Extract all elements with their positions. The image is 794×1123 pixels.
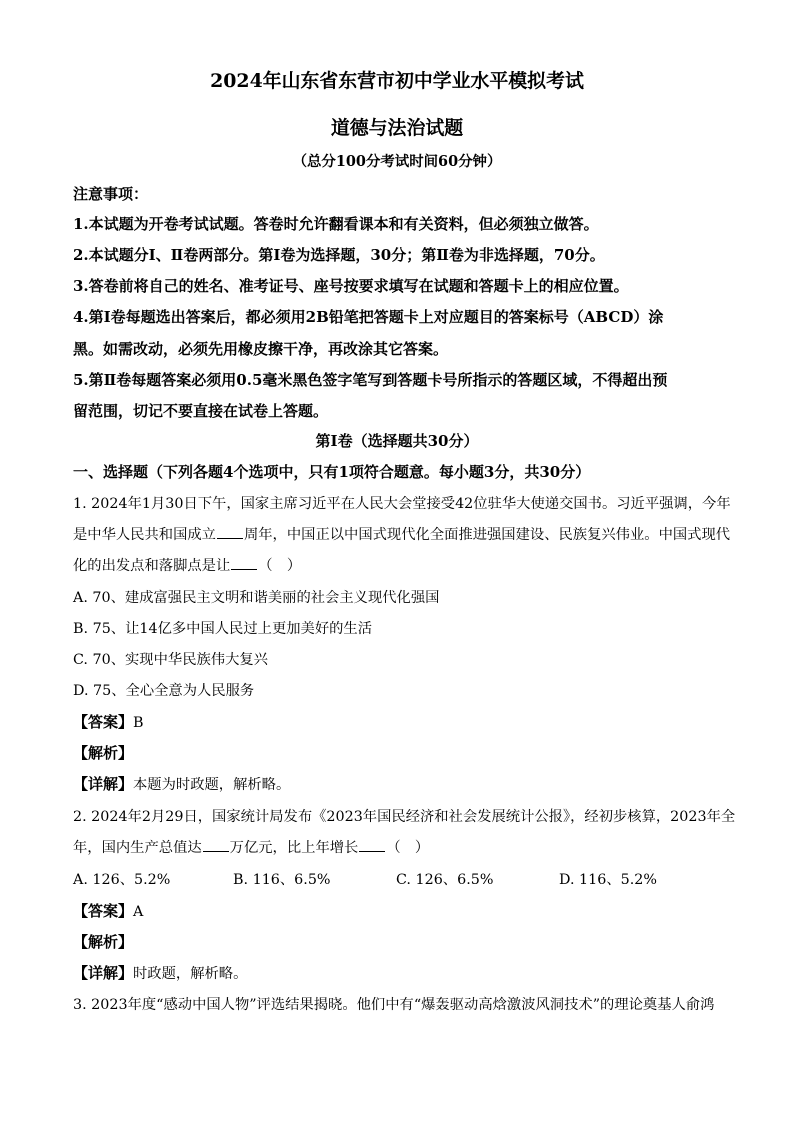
detail-text: 时政题，解析略。 xyxy=(133,966,248,982)
question-2-option-d: D. 116、5.2% xyxy=(559,872,657,888)
answer-blank xyxy=(217,526,243,539)
question-1-option-d: D. 75、全心全意为人民服务 xyxy=(73,683,255,699)
exam-subject: 道德与法治试题 xyxy=(330,117,464,139)
question-1-line-3 xyxy=(73,555,301,575)
answer-value: A xyxy=(133,904,144,920)
answer-blank xyxy=(203,839,229,852)
detail-label: 【详解】 xyxy=(73,964,134,982)
notice-item-1: 1.本试题为开卷考试试题。答卷时允许翻看课本和有关资料，但必须独立做答。 xyxy=(73,215,599,233)
exam-title: 2024年山东省东营市初中学业水平模拟考试 xyxy=(210,70,584,92)
question-2-answer xyxy=(73,900,143,921)
question-2-bracket: （ ） xyxy=(386,840,430,856)
question-1-text-b: 周年，中国正以中国式现代化全面推进强国建设、民族复兴伟业。中国式现代 xyxy=(243,527,731,543)
question-1-bracket: （ ） xyxy=(258,558,302,574)
question-1-detail xyxy=(73,773,290,794)
notice-item-5-cont: 留范围，切记不要直接在试卷上答题。 xyxy=(73,402,329,420)
answer-label: 【答案】 xyxy=(73,902,134,920)
question-1-text-a: 是中华人民共和国成立 xyxy=(73,527,216,543)
detail-label: 【详解】 xyxy=(73,775,134,793)
notice-item-4: 4.第Ⅰ卷每题选出答案后，都必须用2B铅笔把答题卡上对应题目的答案标号（ABCD）涂 xyxy=(73,308,664,326)
question-1-option-b: B. 75、让14亿多中国人民过上更加美好的生活 xyxy=(73,621,373,637)
part-title: 一、选择题（下列各题4个选项中，只有1项符合题意。每小题3分，共30分） xyxy=(73,463,591,481)
question-1-line-1: 1. 2024年1月30日下午，国家主席习近平在人民大会堂接受42位驻华大使递交国书。习近平强调，今年 xyxy=(73,496,731,512)
question-2-detail xyxy=(73,962,247,983)
notice-item-5: 5.第Ⅱ卷每题答案必须用0.5毫米黑色签字笔写到答题卡号所指示的答题区域，不得超出预 xyxy=(73,371,668,389)
question-2-line-2 xyxy=(73,837,429,857)
question-1-answer xyxy=(73,711,144,732)
notice-item-4-cont: 黑。如需改动，必须先用橡皮擦干净，再改涂其它答案。 xyxy=(73,340,449,358)
notice-heading: 注意事项： xyxy=(73,185,149,203)
question-1-option-a: A. 70、建成富强民主文明和谐美丽的社会主义现代化强国 xyxy=(73,590,440,606)
question-1-line-2 xyxy=(73,524,730,544)
exam-info: （总分100分考试时间60分钟） xyxy=(292,153,502,170)
answer-blank xyxy=(231,557,257,570)
answer-value: B xyxy=(133,715,144,731)
question-2-analysis-label: 【解析】 xyxy=(73,933,134,951)
answer-label: 【答案】 xyxy=(73,713,134,731)
question-2-option-b: B. 116、6.5% xyxy=(233,872,331,888)
question-1-analysis-label: 【解析】 xyxy=(73,744,134,762)
question-2-option-a: A. 126、5.2% xyxy=(73,872,171,888)
question-1-text-c: 化的出发点和落脚点是让 xyxy=(73,558,231,574)
detail-text: 本题为时政题，解析略。 xyxy=(133,777,291,793)
volume-title: 第Ⅰ卷（选择题共30分） xyxy=(315,432,479,450)
notice-item-2: 2.本试题分Ⅰ、Ⅱ卷两部分。第Ⅰ卷为选择题，30分；第Ⅱ卷为非选择题，70分。 xyxy=(73,246,605,264)
question-2-text-a: 年，国内生产总值达 xyxy=(73,840,202,856)
answer-blank xyxy=(359,839,385,852)
question-2-text-b: 万亿元，比上年增长 xyxy=(229,840,359,856)
question-2-line-1: 2. 2024年2月29日，国家统计局发布《2023年国民经济和社会发展统计公报》，经初步核算，2023年全 xyxy=(73,809,736,825)
notice-item-3: 3.答卷前将自己的姓名、准考证号、座号按要求填写在试题和答题卡上的相应位置。 xyxy=(73,277,629,295)
question-3-line-1: 3. 2023年度“感动中国人物”评选结果揭晓。他们中有“爆轰驱动高焓激波风洞技术”的理论奠基人俞鸿 xyxy=(73,997,715,1013)
question-1-option-c: C. 70、实现中华民族伟大复兴 xyxy=(73,652,268,668)
question-2-option-c: C. 126、6.5% xyxy=(396,872,494,888)
